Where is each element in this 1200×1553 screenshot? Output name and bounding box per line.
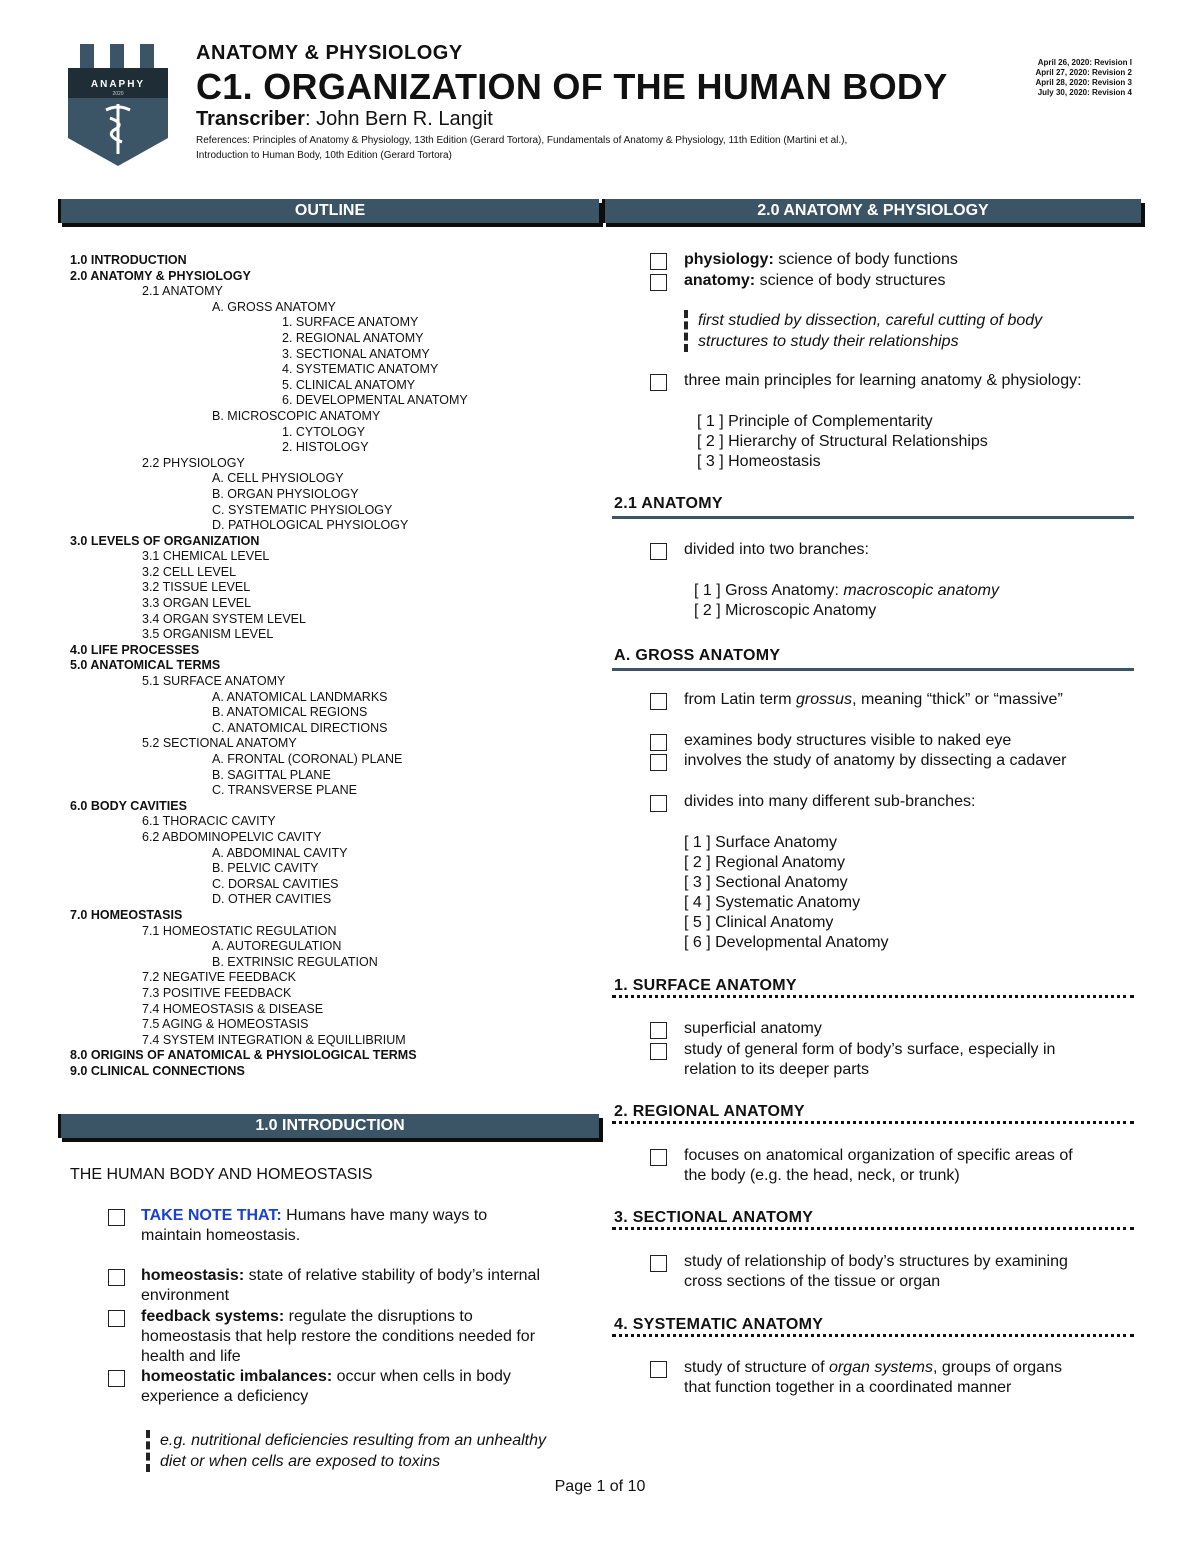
outline-item: 2. HISTOLOGY: [282, 440, 369, 455]
take-note-label: TAKE NOTE THAT:: [141, 1207, 282, 1224]
systematic-item: [684, 1358, 1062, 1398]
sub-branch-1: [ 1 ] Surface Anatomy: [684, 834, 837, 851]
anatomy-physiology-bar: 2.0 ANATOMY & PHYSIOLOGY: [602, 199, 1141, 223]
revision-2: April 27, 2020: Revision 2: [1035, 68, 1132, 77]
dissection-line-1: first studied by dissection, careful cutting of body: [698, 312, 1043, 329]
heading-rule: [612, 668, 1134, 671]
outline-item: B. PELVIC CAVITY: [212, 861, 319, 876]
outline-item: 9.0 CLINICAL CONNECTIONS: [70, 1063, 245, 1078]
principle-1: [ 1 ] Principle of Complementarity: [697, 413, 933, 430]
transcriber-label: Transcriber: [196, 108, 305, 130]
sub-branch-2: [ 2 ] Regional Anatomy: [684, 854, 845, 871]
checkbox[interactable]: [650, 274, 667, 291]
cadaver-item: involves the study of anatomy by dissecting a cadaver: [684, 752, 1067, 769]
outline-item: 3.0 LEVELS OF ORGANIZATION: [70, 533, 260, 548]
heading-rule: [612, 1121, 1134, 1124]
outline-item: B. MICROSCOPIC ANATOMY: [212, 408, 381, 423]
latin-term: grossus: [796, 691, 853, 708]
outline-item: A. FRONTAL (CORONAL) PLANE: [212, 752, 403, 766]
outline-item: B. ANATOMICAL REGIONS: [212, 705, 368, 720]
outline-item: 3.1 CHEMICAL LEVEL: [142, 549, 270, 564]
regional-anatomy-heading: 2. REGIONAL ANATOMY: [614, 1103, 805, 1120]
checkbox[interactable]: [650, 1361, 667, 1378]
references-line-2: Introduction to Human Body, 10th Edition (Gerard Tortora): [196, 150, 452, 161]
latin-prefix: from Latin term: [684, 691, 797, 708]
imbalance-def: occur when cells in body: [332, 1368, 511, 1385]
example-line-2: diet or when cells are exposed to toxins: [160, 1453, 441, 1470]
outline-item: 7.0 HOMEOSTASIS: [70, 907, 183, 922]
dissection-note: [684, 310, 1138, 352]
outline-item: 2.0 ANATOMY & PHYSIOLOGY: [70, 268, 251, 283]
references: [196, 133, 1016, 163]
outline-item: 6.0 BODY CAVITIES: [70, 798, 187, 813]
homeostasis-term: homeostasis:: [141, 1267, 245, 1284]
heading-rule: [612, 995, 1134, 998]
sectional-item: [684, 1252, 1068, 1292]
outline-item: 2. REGIONAL ANATOMY: [282, 330, 424, 345]
outline-item: D. OTHER CAVITIES: [212, 892, 332, 907]
take-note-item: [141, 1206, 596, 1246]
heading-rule: [612, 1227, 1134, 1230]
branch-1-label: [ 1 ] Gross Anatomy:: [694, 582, 844, 599]
outline-item: 1. SURFACE ANATOMY: [282, 315, 419, 330]
outline-item: B. EXTRINSIC REGULATION: [212, 954, 378, 969]
outline-list: [70, 253, 590, 1079]
outline-item: 5.1 SURFACE ANATOMY: [142, 674, 286, 689]
branches-intro: divided into two branches:: [684, 541, 869, 558]
principle-3: [ 3 ] Homeostasis: [697, 453, 821, 470]
outline-item: B. SAGITTAL PLANE: [212, 767, 331, 782]
revision-1: April 26, 2020: Revision I: [1037, 58, 1132, 67]
principles-intro: three main principles for learning anatomy & physiology:: [684, 372, 1082, 389]
anatomy-def: science of body structures: [755, 272, 946, 289]
take-note-text-2: maintain homeostasis.: [141, 1227, 301, 1244]
homeostasis-item: [141, 1266, 596, 1306]
outline-item: 4.0 LIFE PROCESSES: [70, 642, 200, 657]
checkbox[interactable]: [650, 1149, 667, 1166]
outline-item: 7.1 HOMEOSTATIC REGULATION: [142, 923, 337, 938]
transcriber-name: : John Bern R. Langit: [304, 108, 493, 130]
systematic-item-line-2: that function together in a coordinated manner: [684, 1379, 1012, 1396]
page-number: Page 1 of 10: [554, 1478, 646, 1495]
outline-item: 2.1 ANATOMY: [142, 284, 223, 299]
sub-branches-intro: divides into many different sub-branches:: [684, 793, 976, 810]
checkbox[interactable]: [650, 253, 667, 270]
outline-item: 6.2 ABDOMINOPELVIC CAVITY: [142, 829, 322, 844]
imbalance-def-2: experience a deficiency: [141, 1388, 309, 1405]
outline-item: 7.2 NEGATIVE FEEDBACK: [142, 970, 296, 985]
outline-item: A. ANATOMICAL LANDMARKS: [212, 689, 388, 704]
outline-item: 6. DEVELOPMENTAL ANATOMY: [282, 393, 468, 408]
outline-item: 5.0 ANATOMICAL TERMS: [70, 658, 221, 673]
outline-item: 5. CLINICAL ANATOMY: [282, 377, 416, 392]
outline-item: 2.2 PHYSIOLOGY: [142, 455, 245, 470]
feedback-def-2: homeostasis that help restore the conditions needed for: [141, 1328, 536, 1345]
outline-item: C. DORSAL CAVITIES: [212, 876, 339, 891]
outline-item: C. TRANSVERSE PLANE: [212, 783, 357, 798]
outline-item: 7.3 POSITIVE FEEDBACK: [142, 985, 292, 1000]
branch-2: [ 2 ] Microscopic Anatomy: [694, 602, 877, 619]
references-line-1: References: Principles of Anatomy & Physiology, 13th Edition (Gerard Tortora), Fundamentals of Anatomy & Physiology, 11th Edition (Martini et al.),: [196, 135, 848, 146]
homeostasis-def-2: environment: [141, 1287, 230, 1304]
outline-item: B. ORGAN PHYSIOLOGY: [212, 486, 359, 501]
sectional-item-line-2: cross sections of the tissue or organ: [684, 1273, 941, 1290]
feedback-def-3: health and life: [141, 1348, 241, 1365]
revision-history: [1036, 58, 1133, 98]
outline-item: A. AUTOREGULATION: [212, 939, 342, 954]
outline-item: 3.5 ORGANISM LEVEL: [142, 627, 274, 642]
outline-item: 3. SECTIONAL ANATOMY: [282, 346, 430, 361]
checkbox[interactable]: [650, 1043, 667, 1060]
outline-item: 7.4 SYSTEM INTEGRATION & EQUILLIBRIUM: [142, 1032, 406, 1047]
surface-anatomy-heading: 1. SURFACE ANATOMY: [614, 977, 797, 994]
latin-item: [684, 690, 1063, 710]
outline-item: 1. CYTOLOGY: [282, 424, 366, 439]
outline-item: 8.0 ORIGINS OF ANATOMICAL & PHYSIOLOGICAL TERMS: [70, 1048, 417, 1063]
sub-branches-list: [684, 833, 889, 953]
outline-item: A. ABDOMINAL CAVITY: [212, 845, 348, 860]
checkbox[interactable]: [108, 1269, 125, 1286]
outline-item: D. PATHOLOGICAL PHYSIOLOGY: [212, 518, 409, 533]
physiology-item: [684, 250, 958, 270]
outline-bar: OUTLINE: [58, 199, 599, 223]
anatomy-heading: 2.1 ANATOMY: [614, 495, 723, 512]
checkbox[interactable]: [108, 1370, 125, 1387]
example-line-1: e.g. nutritional deficiencies resulting from an unhealthy: [160, 1432, 546, 1449]
outline-item: 6.1 THORACIC CAVITY: [142, 814, 276, 829]
surface-item-1: superficial anatomy: [684, 1020, 822, 1037]
take-note-text: Humans have many ways to: [281, 1207, 488, 1224]
checkbox[interactable]: [650, 754, 667, 771]
outline-item: C. SYSTEMATIC PHYSIOLOGY: [212, 502, 393, 517]
imbalance-item: [141, 1367, 596, 1407]
revision-4: July 30, 2020: Revision 4: [1037, 88, 1132, 97]
checkbox[interactable]: [650, 374, 667, 391]
course-title: ANATOMY & PHYSIOLOGY: [196, 42, 463, 64]
feedback-def: regulate the disruptions to: [284, 1308, 473, 1325]
heading-rule: [612, 1334, 1134, 1337]
logo-text: ANAPHY: [90, 79, 146, 90]
systematic-item-line-1: [684, 1358, 1062, 1378]
checkbox[interactable]: [650, 795, 667, 812]
imbalance-term: homeostatic imbalances:: [141, 1368, 333, 1385]
outline-item: C. ANATOMICAL DIRECTIONS: [212, 720, 388, 735]
physiology-def: science of body functions: [773, 251, 958, 268]
checkbox[interactable]: [108, 1209, 125, 1226]
outline-item: 7.5 AGING & HOMEOSTASIS: [142, 1017, 309, 1032]
surface-item-2-line-1: study of general form of body’s surface, especially in: [684, 1041, 1056, 1058]
principles-list: [697, 412, 988, 472]
regional-item: [684, 1146, 1073, 1186]
regional-item-line-1: focuses on anatomical organization of specific areas of: [684, 1147, 1073, 1164]
heading-rule: [612, 516, 1134, 519]
checkbox[interactable]: [108, 1310, 125, 1327]
feedback-item: [141, 1307, 596, 1367]
surface-item-2: [684, 1040, 1055, 1080]
outline-item: 1.0 INTRODUCTION: [70, 253, 187, 267]
systematic-suffix: , groups of organs: [933, 1359, 1062, 1376]
branch-1-italic: macroscopic anatomy: [843, 582, 1000, 599]
checkbox[interactable]: [650, 1022, 667, 1039]
checkbox[interactable]: [650, 1255, 667, 1272]
sub-branch-5: [ 5 ] Clinical Anatomy: [684, 914, 834, 931]
anaphy-logo: [66, 42, 170, 168]
outline-item: A. CELL PHYSIOLOGY: [212, 471, 344, 486]
outline-item: 3.4 ORGAN SYSTEM LEVEL: [142, 611, 306, 626]
anatomy-term: anatomy:: [684, 272, 756, 289]
surface-item-2-line-2: relation to its deeper parts: [684, 1061, 869, 1078]
systematic-anatomy-heading: 4. SYSTEMATIC ANATOMY: [614, 1316, 824, 1333]
page-title: C1. ORGANIZATION OF THE HUMAN BODY: [196, 66, 948, 107]
sectional-item-line-1: study of relationship of body’s structures by examining: [684, 1253, 1068, 1270]
latin-suffix: , meaning “thick” or “massive”: [852, 691, 1063, 708]
systematic-italic: organ systems: [828, 1359, 933, 1376]
outline-item: 3.3 ORGAN LEVEL: [142, 596, 252, 611]
sectional-anatomy-heading: 3. SECTIONAL ANATOMY: [614, 1209, 814, 1226]
homeostasis-def: state of relative stability of body’s internal: [244, 1267, 540, 1284]
naked-eye-item: examines body structures visible to naked eye: [684, 732, 1012, 749]
revision-3: April 28, 2020: Revision 3: [1035, 78, 1132, 87]
outline-item: 3.2 TISSUE LEVEL: [142, 580, 251, 595]
regional-item-line-2: the body (e.g. the head, neck, or trunk): [684, 1167, 960, 1184]
intro-subtitle: THE HUMAN BODY AND HOMEOSTASIS: [70, 1166, 373, 1183]
outline-item: 5.2 SECTIONAL ANATOMY: [142, 736, 297, 751]
systematic-prefix: study of structure of: [684, 1359, 829, 1376]
dissection-line-2: structures to study their relationships: [698, 333, 959, 350]
principle-2: [ 2 ] Hierarchy of Structural Relationships: [697, 433, 988, 450]
physiology-term: physiology:: [684, 251, 774, 268]
sub-branch-4: [ 4 ] Systematic Anatomy: [684, 894, 861, 911]
logo-subtext: 2020: [112, 91, 124, 97]
outline-item: 3.2 CELL LEVEL: [142, 564, 237, 579]
transcriber: [196, 108, 493, 131]
example-note: [146, 1430, 605, 1472]
outline-item: A. GROSS ANATOMY: [212, 299, 336, 314]
introduction-bar: 1.0 INTRODUCTION: [58, 1114, 599, 1138]
outline-item: 4. SYSTEMATIC ANATOMY: [282, 362, 439, 377]
gross-anatomy-heading: A. GROSS ANATOMY: [614, 647, 781, 664]
outline-item: 7.4 HOMEOSTASIS & DISEASE: [142, 1001, 324, 1016]
sub-branch-3: [ 3 ] Sectional Anatomy: [684, 874, 848, 891]
checkbox[interactable]: [650, 543, 667, 560]
checkbox[interactable]: [650, 734, 667, 751]
branches-list: [694, 581, 999, 621]
feedback-term: feedback systems:: [141, 1308, 285, 1325]
checkbox[interactable]: [650, 693, 667, 710]
sub-branch-6: [ 6 ] Developmental Anatomy: [684, 934, 889, 951]
branch-1: [694, 581, 999, 601]
anatomy-item: [684, 271, 945, 291]
